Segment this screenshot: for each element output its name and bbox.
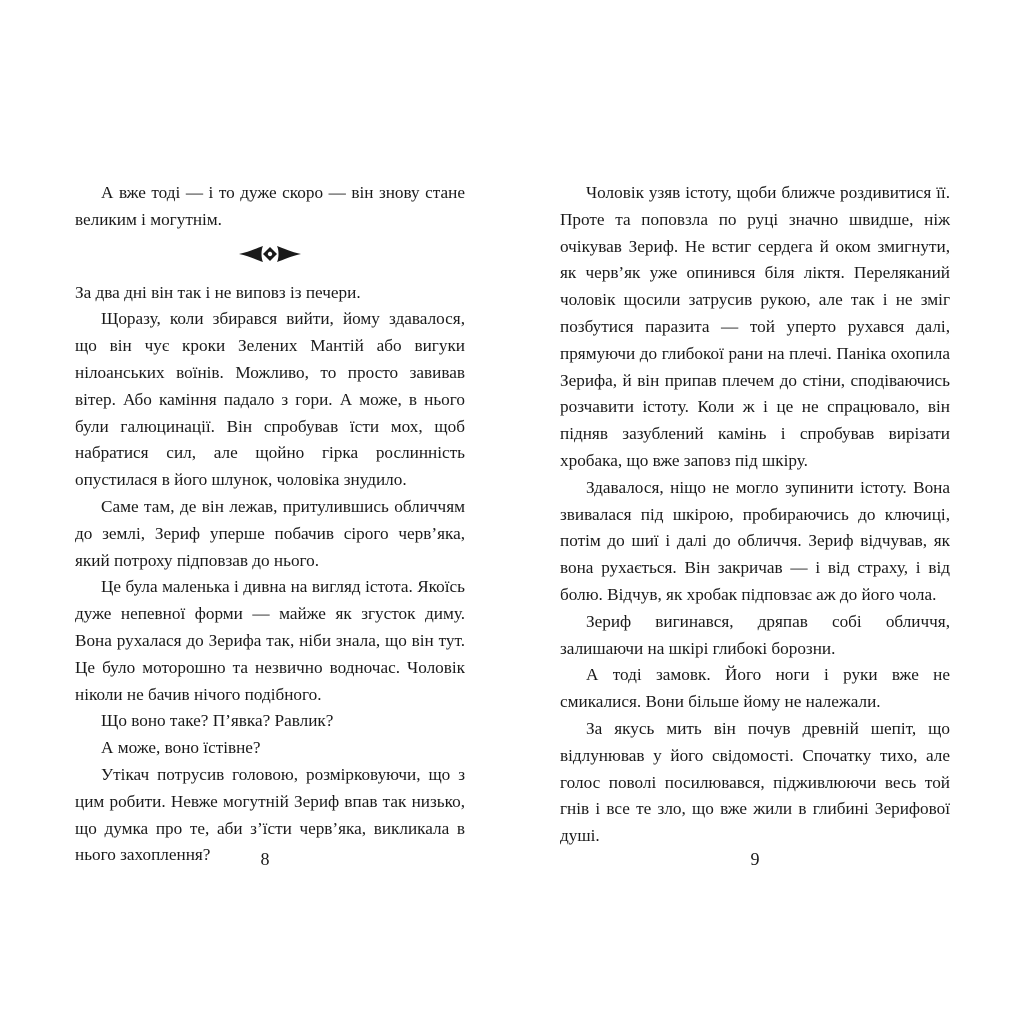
paragraph: Щоразу, коли збирався вийти, йому здавалося, що він чує кроки Зелених Мантій або вигуки нілоанських воїнів. Можливо, то просто завивав вітер. Або каміння падало з гори. А може, в нього були галюцинації. Він спробував їсти мох, щоб набратися сил, але щойно гірка рослинність опустилася в його шлунок, чоловіка знудило. (75, 309, 465, 490)
paragraph: Саме там, де він лежав, притулившись обличчям до землі, Зериф уперше побачив сірого черв’яка, який потроху підповзав до нього. (75, 496, 465, 570)
right-page (560, 180, 950, 850)
page-number-left: 8 (260, 849, 270, 869)
paragraph: Це була маленька і дивна на вигляд істота. Якоїсь дуже непевної форми — майже як згусток диму. Вона рухалася до Зерифа так, ніби знала, що він тут. Це було моторошно та незвично водночас. Чоловік ніколи не бачив нічого подібного. (75, 577, 465, 704)
paragraph: За якусь мить він почув древній шепіт, що відлунював у його свідомості. Спочатку тихо, але голос поволі посилювався, підживлюючи весь той гнів і все те зло, що вже жили в глибині Зерифової душі. (560, 718, 950, 846)
paragraph: А може, воно їстівне? (101, 738, 261, 758)
page-number-right: 9 (750, 849, 760, 869)
scroll-divider-ornament-icon (239, 244, 301, 264)
left-page (75, 180, 465, 869)
paragraph: А вже тоді — і то дуже скоро — він знову стане великим і могутнім. (75, 183, 465, 229)
paragraph: А тоді замовк. Його ноги і руки вже не смикалися. Вони більше йому не належали. (560, 665, 950, 712)
paragraph: Здавалося, ніщо не могло зупинити істоту. Вона звивалася під шкірою, пробираючись до ключиці, потім до шиї і далі до обличчя. Зериф відчував, як вона рухається. Він закричав — і від страху, і від болю. Відчув, як хробак підповзає аж до його чола. (560, 477, 950, 604)
paragraph: За два дні він так і не виповз із печери. (75, 282, 361, 302)
paragraph: Що воно таке? П’явка? Равлик? (101, 711, 334, 731)
paragraph: Утікач потрусив головою, розмірковуючи, що з цим робити. Невже могутній Зериф впав так низько, що думка про те, аби з’їсти черв’яка, викликала в нього захоплення? (75, 764, 465, 865)
paragraph: Чоловік узяв істоту, щоби ближче роздивитися її. Проте та поповзла по руці значно швидше, ніж очікував Зериф. Не встиг сердега й оком змигнути, як черв’як уже опинився біля ліктя. Переляканий чоловік щосили затрусив рукою, але так і не зміг позбутися паразита — той уперто рухався далі, прямуючи до глибокої рани на плечі. Паніка охопила Зерифа, й він припав плечем до стіни, сподіваючись розчавити істоту. Коли ж і це не спрацювало, він підняв зазублений камінь і спробував вирізати хробака, що вже заповз під шкіру. (560, 183, 950, 470)
paragraph: Зериф вигинався, дряпав собі обличчя, залишаючи на шкірі глибокі борозни. (560, 611, 950, 658)
